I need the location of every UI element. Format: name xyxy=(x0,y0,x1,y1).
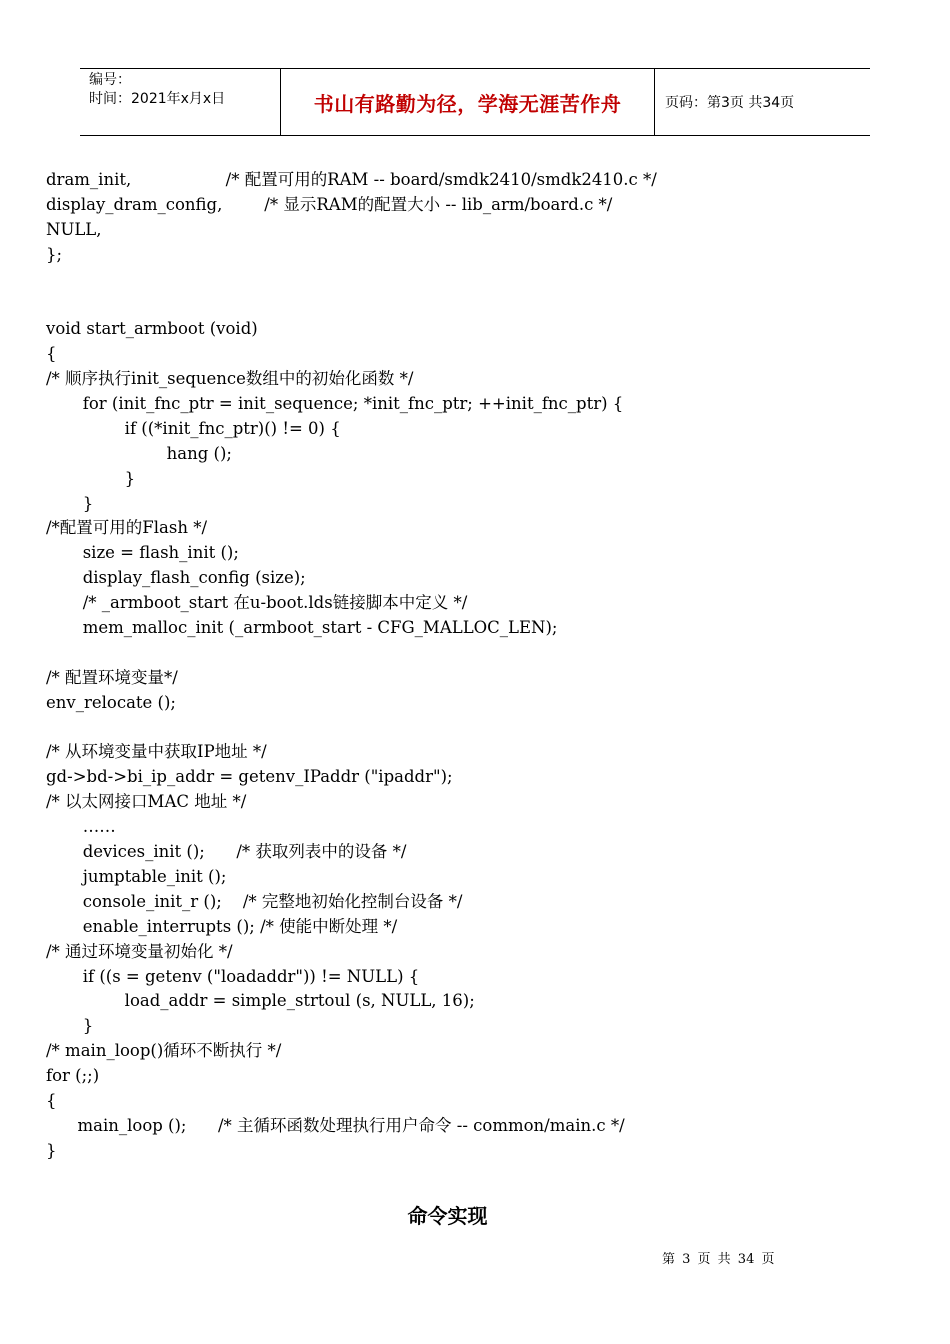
code-line: size = flash_init (); xyxy=(46,543,239,563)
code-line: NULL, xyxy=(46,219,102,239)
header-meta xyxy=(80,69,281,135)
code-line: { xyxy=(46,344,57,364)
code-line: /* 以太网接口MAC 地址 */ xyxy=(46,792,247,812)
code-line: } xyxy=(46,1140,57,1160)
code-line: } xyxy=(46,468,136,488)
code-line: /* 配置环境变量*/ xyxy=(46,667,178,687)
code-listing xyxy=(46,168,906,1164)
page-header xyxy=(80,68,870,136)
header-number-label: 编号： xyxy=(89,72,131,88)
header-date-label: 时间：2021年x月x日 xyxy=(89,91,226,107)
code-line: void start_armboot (void) xyxy=(46,319,258,339)
code-line: display_flash_config (size); xyxy=(46,568,306,588)
code-line: dram_init, /* 配置可用的RAM -- board/smdk2410/smdk2410.c */ xyxy=(46,170,657,189)
code-line: /* main_loop()循环不断执行 */ xyxy=(46,1041,282,1061)
code-line: { xyxy=(46,1090,57,1110)
code-line: load_addr = simple_strtoul (s, NULL, 16); xyxy=(46,991,475,1011)
code-line: }; xyxy=(46,244,63,264)
code-line: jumptable_init (); xyxy=(46,866,227,886)
code-line: } xyxy=(46,1016,94,1036)
code-line: env_relocate (); xyxy=(46,692,176,712)
code-line: enable_interrupts (); /* 使能中断处理 */ xyxy=(46,916,398,936)
header-page-info: 页码：第3页 共34页 xyxy=(665,95,795,111)
code-line xyxy=(46,292,906,317)
code-line: if ((*init_fnc_ptr)() != 0) { xyxy=(46,418,341,438)
code-line: mem_malloc_init (_armboot_start - CFG_MALLOC_LEN); xyxy=(46,618,558,638)
code-line: hang (); xyxy=(46,443,232,463)
code-line: for (init_fnc_ptr = init_sequence; *init_fnc_ptr; ++init_fnc_ptr) { xyxy=(46,394,624,414)
code-line: /* 顺序执行init_sequence数组中的初始化函数 */ xyxy=(46,369,414,389)
code-line: devices_init (); /* 获取列表中的设备 */ xyxy=(46,842,407,862)
page-footer: 第 3 页 共 34 页 xyxy=(662,1252,775,1267)
code-line: if ((s = getenv ("loadaddr")) != NULL) { xyxy=(46,966,420,986)
code-line: main_loop (); /* 主循环函数处理执行用户命令 -- common/main.c */ xyxy=(46,1115,625,1135)
code-line xyxy=(46,268,906,293)
code-line: console_init_r (); /* 完整地初始化控制台设备 */ xyxy=(46,891,463,911)
code-line xyxy=(46,641,906,666)
header-motto: 书山有路勤为径，学海无涯苦作舟 xyxy=(281,69,655,135)
code-line: } xyxy=(46,493,94,513)
section-title: 命令实现 xyxy=(407,1204,488,1228)
code-line: /*配置可用的Flash */ xyxy=(46,518,208,538)
code-line: gd->bd->bi_ip_addr = getenv_IPaddr ("ipaddr"); xyxy=(46,767,453,787)
code-line: display_dram_config, /* 显示RAM的配置大小 -- lib_arm/board.c */ xyxy=(46,194,613,214)
code-line xyxy=(46,716,906,741)
code-line: …… xyxy=(46,817,116,837)
code-line: /* _armboot_start 在u-boot.lds链接脚本中定义 */ xyxy=(46,593,468,613)
code-line: for (;;) xyxy=(46,1066,100,1086)
code-line: /* 从环境变量中获取IP地址 */ xyxy=(46,742,267,762)
code-line: /* 通过环境变量初始化 */ xyxy=(46,941,233,961)
